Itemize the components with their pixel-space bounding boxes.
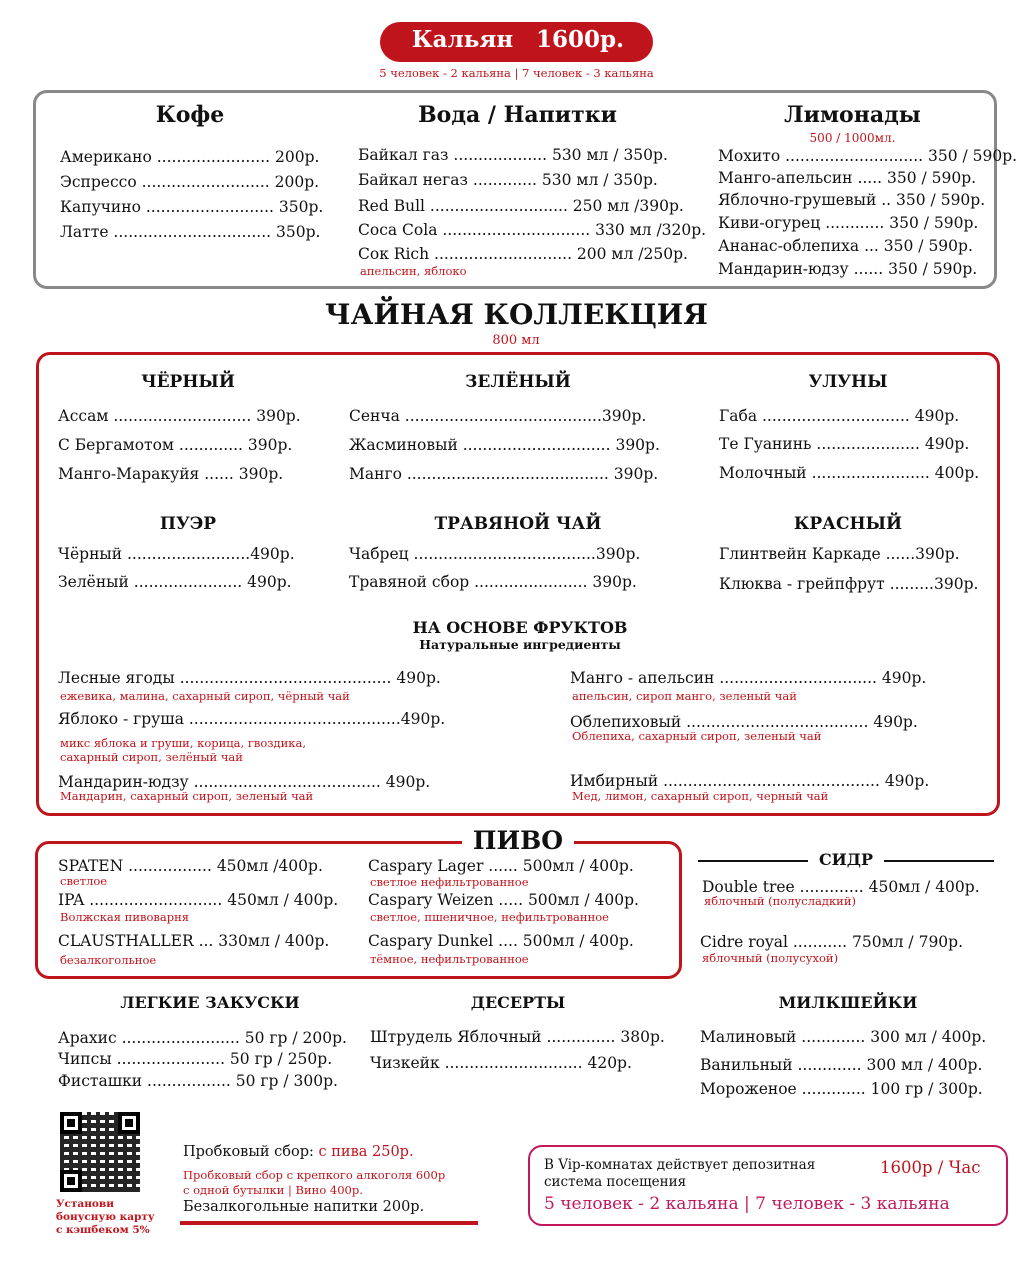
menu-item: Сок Rich ............................ 200 мл /250р.: [358, 245, 688, 263]
tea-oolong-title: УЛУНЫ: [808, 372, 888, 392]
menu-item: Манго ......................................... 390р.: [349, 465, 659, 483]
menu-item: Те Гуанинь ..................... 490р.: [719, 435, 970, 453]
menu-item: Caspary Dunkel .... 500мл / 400р.: [368, 932, 634, 950]
menu-item: Double tree ............. 450мл / 400р.: [702, 878, 980, 896]
item-note: яблочный (полусухой): [702, 951, 839, 965]
menu-item: Габа .............................. 490р.: [719, 407, 960, 425]
item-note: микс яблока и груши, корица, гвоздика,: [60, 736, 306, 750]
menu-item: Капучино .......................... 350р.: [60, 198, 324, 216]
menu-item: Зелёный ...................... 490р.: [58, 573, 292, 591]
snacks-title: ЛЕГКИЕ ЗАКУСКИ: [120, 993, 300, 1012]
drinks-title: Вода / Напитки: [418, 102, 617, 128]
menu-item: Caspary Lager ...... 500мл / 400р.: [368, 857, 634, 875]
qr-corner: [60, 1112, 82, 1134]
item-note: светлое: [60, 874, 108, 888]
menu-item: Мандарин-юдзу ...................................... 490р.: [58, 773, 431, 791]
menu-item: CLAUSTHALLER ... 330мл / 400р.: [58, 932, 330, 950]
corkage-strong: Пробковый сбор с крепкого алкоголя 600р: [183, 1168, 446, 1182]
hookah-price: 1600р.: [535, 26, 625, 53]
corkage-underline: [180, 1221, 478, 1225]
menu-item: Фисташки ................. 50 гр / 300р.: [58, 1072, 338, 1090]
tea-title: ЧАЙНАЯ КОЛЛЕКЦИЯ: [325, 298, 708, 331]
coffee-title: Кофе: [155, 102, 225, 128]
menu-item: Чабрец .....................................390р.: [349, 545, 641, 563]
vip-people: 5 человек - 2 кальяна | 7 человек - 3 кальяна: [544, 1194, 950, 1214]
qr-corner: [60, 1170, 82, 1192]
menu-item: Cidre royal ........... 750мл / 790р.: [700, 933, 964, 951]
item-note: безалкогольное: [60, 953, 157, 967]
menu-item: Чипсы ...................... 50 гр / 250р.: [58, 1050, 333, 1068]
hookah-title: Кальян: [411, 26, 514, 53]
menu-item: Caspary Weizen ..... 500мл / 400р.: [368, 891, 639, 909]
menu-item: С Бергамотом ............. 390р.: [58, 436, 293, 454]
menu-item: Жасминовый .............................. 390р.: [349, 436, 660, 454]
tea-green-title: ЗЕЛЁНЫЙ: [465, 372, 571, 392]
menu-item: Ананас-облепиха ... 350 / 590р.: [718, 237, 973, 255]
menu-item: Штрудель Яблочный .............. 380р.: [370, 1028, 665, 1046]
item-note: светлое, пшеничное, нефильтрованное: [370, 910, 609, 924]
menu-item: Американо ....................... 200р.: [60, 148, 320, 166]
item-note: Мед, лимон, сахарный сироп, черный чай: [572, 789, 829, 803]
menu-item: Яблоко - груша ...........................................490р.: [58, 710, 446, 728]
menu-item: Мохито ............................ 350 / 590р.: [718, 147, 1018, 165]
lemonades-title: Лимонады: [784, 102, 921, 128]
menu-item: Клюква - грейпфрут .........390р.: [719, 575, 979, 593]
desserts-title: ДЕСЕРТЫ: [470, 993, 566, 1012]
vip-text: система посещения: [544, 1174, 687, 1190]
menu-item: Чизкейк ............................ 420р.: [370, 1054, 632, 1072]
tea-fruit-title: НА ОСНОВЕ ФРУКТОВ: [412, 618, 628, 637]
menu-item: Киви-огурец ............ 350 / 590р.: [718, 214, 979, 232]
menu-item: Сенча ........................................390р.: [349, 407, 647, 425]
vip-price: 1600р / Час: [880, 1158, 981, 1177]
menu-item: IPA ........................... 450мл / 400р.: [58, 891, 339, 909]
item-note: сахарный сироп, зелёный чай: [60, 750, 243, 764]
menu-item: Лесные ягоды ........................................... 490р.: [58, 669, 441, 687]
item-note: апельсин, сироп манго, зеленый чай: [572, 689, 797, 703]
item-note: светлое нефильтрованное: [370, 875, 529, 889]
item-note: тёмное, нефильтрованное: [370, 952, 529, 966]
vip-text: В Vip-комнатах действует депозитная: [544, 1157, 816, 1173]
menu-item: Облепиховый ..................................... 490р.: [570, 713, 918, 731]
menu-item: Байкал негаз ............. 530 мл / 350р.: [358, 171, 658, 189]
menu-item: Эспрессо .......................... 200р.: [60, 173, 320, 191]
menu-item: Мороженое ............. 100 гр / 300р.: [700, 1080, 983, 1098]
corkage-line: Пробковый сбор: с пива 250р.: [183, 1144, 414, 1160]
lemonades-subtitle: 500 / 1000мл.: [809, 131, 896, 145]
menu-item: Малиновый ............. 300 мл / 400р.: [700, 1028, 987, 1046]
beer-title: ПИВО: [462, 826, 574, 855]
item-note: Мандарин, сахарный сироп, зеленый чай: [60, 789, 314, 803]
menu-item: Ассам ............................ 390р.: [58, 407, 301, 425]
menu-item: Арахис ........................ 50 гр / 200р.: [58, 1029, 347, 1047]
tea-fruit-subtitle: Натуральные ингредиенты: [419, 637, 621, 652]
corkage-soft: Безалкогольные напитки 200р.: [183, 1199, 425, 1215]
item-note: Облепиха, сахарный сироп, зеленый чай: [572, 729, 822, 743]
menu-item: Глинтвейн Каркаде ......390р.: [719, 545, 960, 563]
item-note: ежевика, малина, сахарный сироп, чёрный чай: [60, 689, 350, 703]
qr-corner: [118, 1112, 140, 1134]
tea-puer-title: ПУЭР: [159, 514, 217, 534]
menu-item: Ванильный ............. 300 мл / 400р.: [700, 1056, 983, 1074]
menu-item: Red Bull ............................ 250 мл /390р.: [358, 197, 684, 215]
menu-item: Латте ................................ 350р.: [60, 223, 321, 241]
menu-item: Манго-апельсин ..... 350 / 590р.: [718, 169, 977, 187]
menu-item: Молочный ........................ 400р.: [719, 464, 980, 482]
qr-caption: с кэшбеком 5%: [56, 1224, 150, 1236]
menu-item: Чёрный .........................490р.: [58, 545, 295, 563]
tea-herbal-title: ТРАВЯНОЙ ЧАЙ: [434, 514, 602, 534]
menu-item: Coca Cola .............................. 330 мл /320р.: [358, 221, 707, 239]
menu-item: Мандарин-юдзу ...... 350 / 590р.: [718, 260, 978, 278]
corkage-strong: с одной бутылки | Вино 400р.: [183, 1183, 363, 1197]
hookah-note: 5 человек - 2 кальяна | 7 человек - 3 кальяна: [379, 66, 654, 80]
cider-title: СИДР: [808, 850, 884, 869]
menu-item: Яблочно-грушевый .. 350 / 590р.: [718, 191, 986, 209]
menu-item: Манго - апельсин ................................ 490р.: [570, 669, 927, 687]
menu-item: Имбирный ............................................ 490р.: [570, 772, 930, 790]
qr-caption: бонусную карту: [56, 1211, 155, 1223]
menu-item: Манго-Маракуйя ...... 390р.: [58, 465, 284, 483]
menu-item: Байкал газ ................... 530 мл / 350р.: [358, 146, 668, 164]
tea-volume: 800 мл: [492, 333, 540, 348]
tea-red-title: КРАСНЫЙ: [793, 514, 903, 534]
menu-item: SPATEN ................. 450мл /400р.: [58, 857, 323, 875]
item-note: апельсин, яблоко: [360, 264, 467, 278]
menu-item: Травяной сбор ....................... 390р.: [349, 573, 637, 591]
item-note: яблочный (полусладкий): [704, 894, 856, 908]
shakes-title: МИЛКШЕЙКИ: [778, 993, 918, 1012]
tea-black-title: ЧЁРНЫЙ: [141, 372, 235, 392]
qr-caption: Установи: [56, 1198, 114, 1210]
item-note: Волжская пивоварня: [60, 910, 189, 924]
